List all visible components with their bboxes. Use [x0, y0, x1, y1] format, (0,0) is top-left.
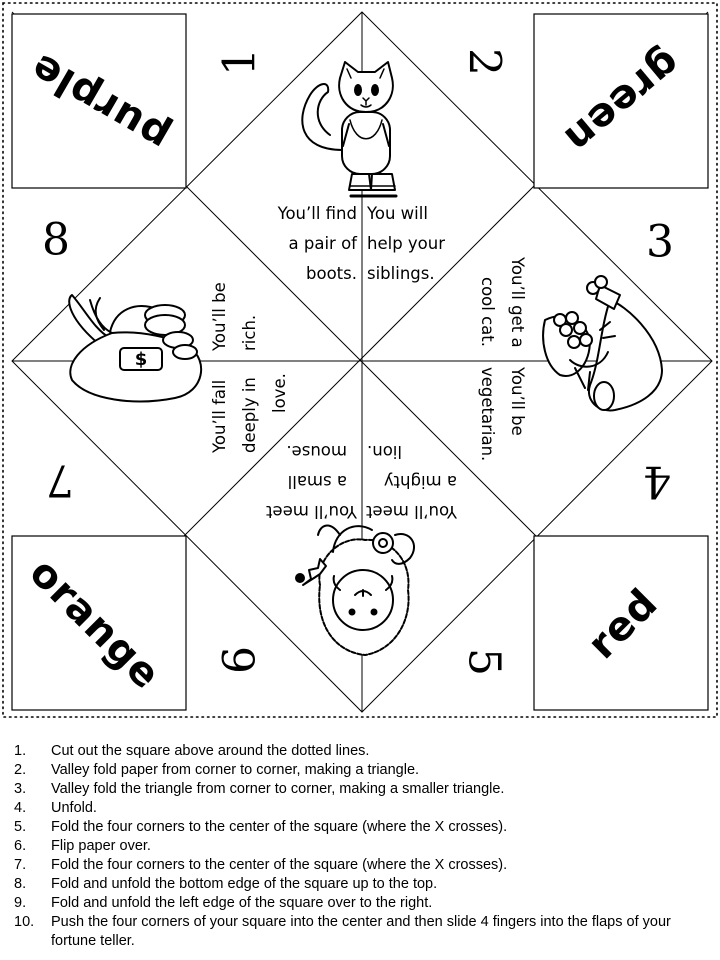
fortune-line: a mighty	[383, 472, 457, 491]
fortune-top-left	[277, 204, 359, 283]
instruction-item	[14, 837, 704, 856]
instruction-text: Flip paper over.	[51, 838, 151, 854]
fortune-line: You will	[367, 204, 428, 223]
instruction-number: 9.	[14, 895, 27, 911]
fortune-line: You’ll get a	[508, 257, 527, 348]
fortune-line: a pair of	[288, 234, 357, 253]
instruction-item	[14, 894, 704, 913]
fortune-left-lower	[210, 373, 289, 454]
fortune-line: mouse.	[286, 442, 347, 461]
instruction-number: 2.	[14, 762, 27, 778]
number-7: 7	[46, 454, 74, 506]
color-orange: orange	[20, 549, 170, 699]
instruction-number: 3.	[14, 781, 27, 797]
fortune-bottom-right	[366, 442, 458, 521]
lion-and-mouse-picture	[295, 526, 414, 655]
instruction-item	[14, 856, 704, 875]
instruction-item	[14, 799, 704, 818]
instruction-text: Valley fold paper from corner to corner, making a triangle.	[51, 762, 420, 778]
fortune-line: deeply in	[240, 377, 259, 453]
number-2: 2	[458, 48, 510, 76]
instruction-number: 5.	[14, 819, 27, 835]
fortune-line: siblings.	[367, 264, 435, 283]
instruction-text: Fold and unfold the left edge of the square over to the right.	[51, 895, 433, 911]
instruction-text: Push the four corners of your square into the center and then slide 4 fingers into the flaps of your fortune teller.	[51, 914, 671, 949]
fortune-line: vegetarian.	[478, 367, 497, 462]
fortune-line: boots.	[306, 264, 357, 283]
fortune-right-upper	[478, 256, 527, 348]
number-8: 8	[42, 214, 70, 266]
money-bag-picture	[69, 295, 201, 401]
fortune-line: You’ll fall	[210, 379, 229, 453]
instruction-item	[14, 818, 704, 837]
instruction-item	[14, 761, 704, 780]
fortune-line: a small	[287, 472, 347, 491]
instruction-item	[14, 780, 704, 799]
number-1: 1	[214, 48, 266, 76]
fortune-line: help your	[367, 234, 446, 253]
number-3: 3	[646, 216, 674, 268]
instruction-number: 1.	[14, 743, 27, 759]
number-5: 5	[458, 648, 510, 676]
fortune-line: You’ll find	[277, 204, 357, 223]
instruction-item	[14, 875, 704, 894]
fortune-line: lion.	[367, 442, 402, 461]
fortune-line: cool cat.	[478, 277, 497, 347]
instruction-number: 6.	[14, 838, 27, 854]
color-red: red	[578, 579, 668, 669]
instruction-text: Fold the four corners to the center of the square (where the X crosses).	[51, 857, 508, 873]
fortune-line: You’ll be	[508, 367, 527, 436]
fortune-line: You’ll meet	[366, 502, 457, 521]
instruction-number: 10.	[14, 914, 35, 930]
fortune-line: love.	[270, 373, 289, 413]
fortune-line: You’ll meet	[266, 502, 357, 521]
instruction-text: Fold the four corners to the center of the square (where the X crosses).	[51, 819, 508, 835]
instruction-number: 7.	[14, 857, 27, 873]
instruction-item	[14, 913, 704, 951]
vegetables-and-meat-picture	[543, 276, 662, 410]
cat-in-boots-picture	[302, 62, 396, 196]
instructions-list	[14, 742, 704, 951]
fortune-line: rich.	[240, 314, 259, 351]
fortune-line: You’ll be	[210, 282, 229, 351]
svg-text:$: $	[134, 349, 148, 370]
instruction-text: Unfold.	[51, 800, 97, 816]
number-6: 6	[214, 646, 266, 674]
instruction-item	[14, 742, 704, 761]
instruction-text: Fold and unfold the bottom edge of the square up to the top.	[51, 876, 438, 892]
instruction-number: 4.	[14, 800, 27, 816]
fortune-left-upper	[210, 282, 259, 352]
instruction-text: Cut out the square above around the dotted lines.	[51, 743, 370, 759]
color-purple: purple	[22, 44, 178, 160]
number-4: 4	[643, 455, 671, 507]
instruction-text: Valley fold the triangle from corner to corner, making a smaller triangle.	[51, 781, 505, 797]
fortune-top-right	[366, 204, 445, 283]
fortune-bottom-left	[266, 442, 358, 521]
color-green: green	[555, 39, 689, 163]
instruction-number: 8.	[14, 876, 27, 892]
fortune-right-lower	[478, 366, 527, 461]
